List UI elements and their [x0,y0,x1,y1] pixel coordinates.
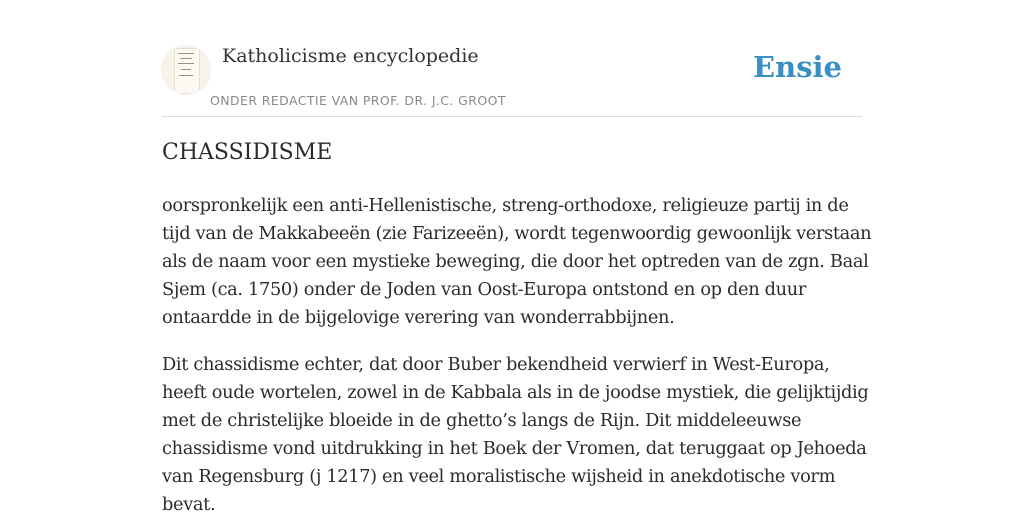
book-cover-icon[interactable] [162,46,210,94]
paragraph [162,192,872,332]
text-line: van Regensburg (j 1217) en veel moralistische wijsheid in anekdotische vorm [162,466,836,487]
editor-credit: ONDER REDACTIE VAN PROF. DR. J.C. GROOT [210,93,506,108]
book-cover-page [174,48,200,94]
text-line: oorspronkelijk een anti-Hellenistische, streng-orthodoxe, religieuze partij in de [162,195,849,216]
text-line: bevat. [162,494,216,512]
text-line: met de christelijke bloeide in de ghetto’s langs de Rijn. Dit middeleeuwse [162,410,802,431]
page [162,0,872,512]
text-line: Dit chassidisme echter, dat door Buber bekendheid verwierf in West-Europa, [162,354,830,375]
entry-title: CHASSIDISME [162,140,333,165]
text-line: als de naam voor een mystieke beweging, die door het optreden van de zgn. Baal [162,251,869,272]
book-title[interactable]: Katholicisme encyclopedie [222,45,479,67]
brand-logo[interactable]: Ensie [753,50,842,84]
text-line: heeft oude wortelen, zowel in de Kabbala als in de joodse mystiek, die gelijktijdig [162,382,869,403]
text-line: ontaardde in de bijgelovige verering van wonderrabbijnen. [162,307,675,328]
entry-body [162,192,872,512]
paragraph [162,351,869,512]
text-line: Sjem (ca. 1750) onder de Joden van Oost-Europa ontstond en op den duur [162,279,806,300]
text-line: chassidisme vond uitdrukking in het Boek der Vromen, dat teruggaat op Jehoeda [162,438,867,459]
header [162,0,862,117]
text-line: tijd van de Makkabeeën (zie Farizeeën), wordt tegenwoordig gewoonlijk verstaan [162,223,872,244]
